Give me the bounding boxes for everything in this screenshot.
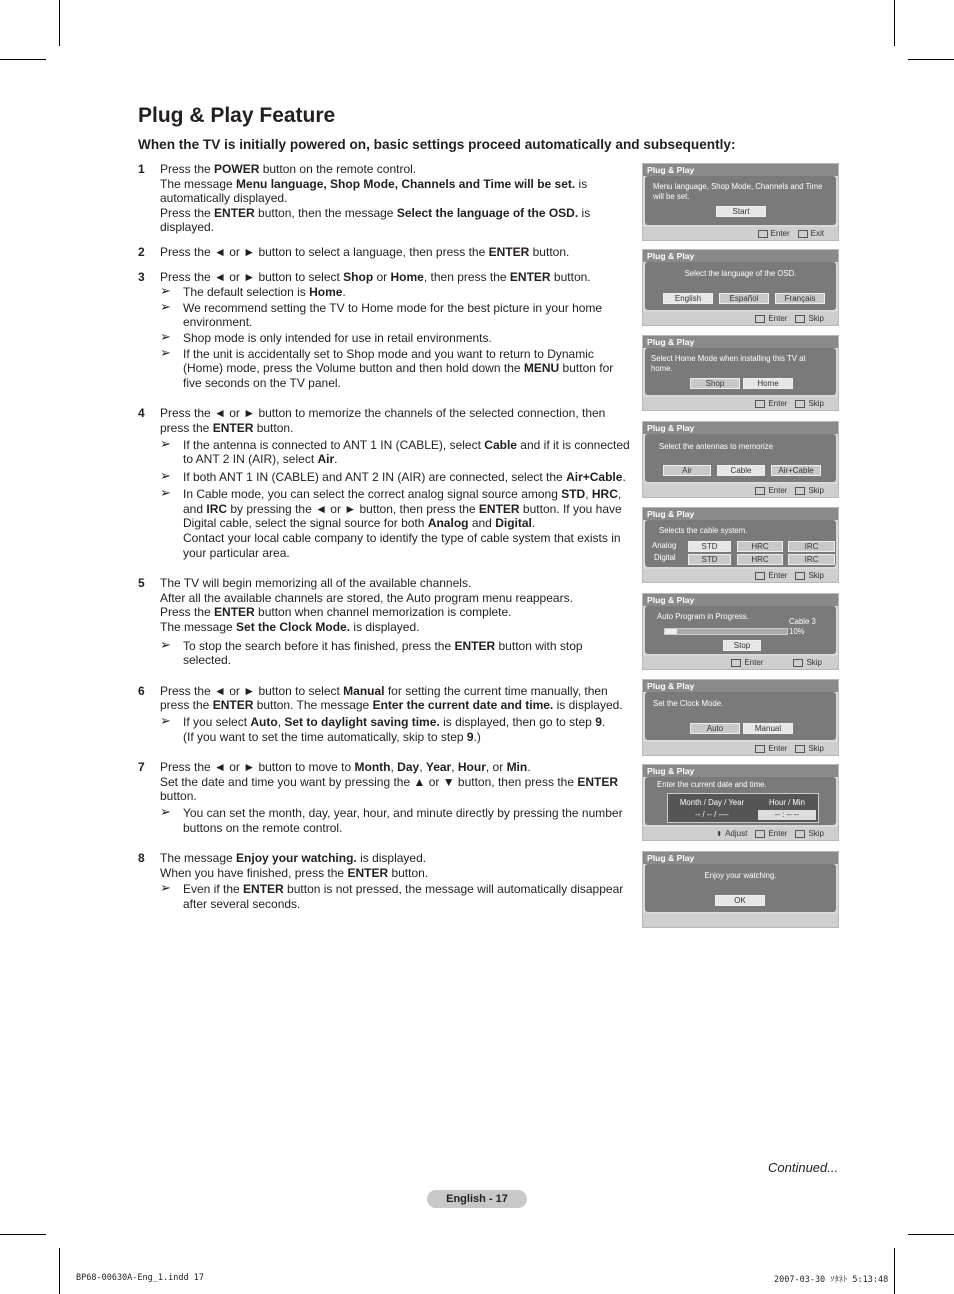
time-column-header: Hour / Min [769, 798, 805, 807]
skip-icon [795, 745, 805, 753]
option-air-cable[interactable]: Air+Cable [771, 465, 821, 476]
option-auto[interactable]: Auto [690, 723, 740, 734]
osd-footer: Enter Skip [643, 742, 838, 755]
osd-header: Plug & Play [643, 336, 838, 348]
step-6: 6 Press the ◄ or ► button to select Manual for setting the current time manually, then press the ENTER button. The message Enter the current date and time. is displayed. ➢ If you select Auto, Set to daylight saving time. is displayed, then go to step 9. (If you want to set the time automatically, skip to step 9.) [138, 684, 630, 744]
enter-icon [758, 230, 768, 238]
osd-panel-clock-mode [642, 679, 839, 756]
osd-panel-date-time [642, 764, 839, 841]
osd-message: Select Home Mode when installing this TV at home. [651, 354, 806, 373]
option-cable[interactable]: Cable [717, 465, 765, 476]
osd-header: Plug & Play [643, 422, 838, 434]
analog-irc[interactable]: IRC [788, 541, 835, 552]
step-3: 3 Press the ◄ or ► button to select Shop or Home, then press the ENTER button. ➢ The default selection is Home. ➢ We recommend setting the TV to Home mode for the best picture in your home environment. ➢ Shop mode is only intended for use in retail environments. ➢ If the unit is accidentally set to Shop mode and you want to return to Dynamic (Home) mode, press the Volume button and then hold down the MENU button for five seconds on the TV panel. [138, 270, 630, 391]
step-number: 2 [138, 244, 145, 259]
note-arrow-icon: ➢ [160, 636, 171, 652]
osd-body [645, 777, 836, 825]
step-number: 3 [138, 269, 145, 284]
osd-header: Plug & Play [643, 508, 838, 520]
note-arrow-icon: ➢ [160, 713, 171, 728]
exit-icon [798, 230, 808, 238]
osd-message: Selects the cable system. [659, 526, 748, 535]
step-number: 8 [138, 851, 145, 866]
option-espanol[interactable]: Español [719, 293, 769, 304]
progress-fill [665, 629, 677, 634]
osd-body [645, 262, 836, 310]
enter-icon [755, 745, 765, 753]
osd-body [645, 348, 836, 395]
osd-body [645, 692, 836, 740]
note-arrow-icon: ➢ [160, 344, 171, 360]
note: ➢ You can set the month, day, year, hour, and minute directly by pressing the number buttons on the remote control. [160, 803, 623, 835]
osd-footer: Enter Exit [643, 227, 838, 240]
option-air[interactable]: Air [663, 465, 711, 476]
progress-percent: 10% [789, 627, 805, 636]
osd-footer: Enter Skip [643, 569, 838, 582]
skip-icon [795, 572, 805, 580]
note-arrow-icon: ➢ [160, 880, 171, 896]
osd-message: Set the Clock Mode. [653, 699, 724, 708]
osd-body [645, 606, 836, 654]
date-column-header: Month / Day / Year [679, 798, 745, 807]
skip-icon [795, 830, 805, 838]
stop-button[interactable]: Stop [723, 640, 761, 651]
note: ➢ If the antenna is connected to ANT 1 IN (CABLE), select Cable and if it is connected to ANT 2 IN (AIR), select Air. [160, 435, 630, 467]
ok-button[interactable]: OK [715, 895, 765, 906]
crop-mark [894, 0, 895, 46]
time-input[interactable]: -- : -- -- [758, 810, 816, 820]
enter-icon [755, 315, 765, 323]
crop-mark [59, 0, 60, 46]
page-title: Plug & Play Feature [138, 104, 336, 127]
osd-message: Select the language of the OSD. [684, 269, 797, 278]
skip-icon [795, 400, 805, 408]
step-8: 8 The message Enjoy your watching. is displayed. When you have finished, press the ENTER button. ➢ Even if the ENTER button is not pressed, the message will automatically disappear after several seconds. [138, 851, 630, 911]
osd-message: Menu language, Shop Mode, Channels and Time will be set. [653, 182, 823, 201]
channel-label: Cable 3 [789, 617, 816, 626]
option-home[interactable]: Home [743, 378, 793, 389]
date-time-table [667, 793, 819, 823]
note-arrow-icon: ➢ [160, 485, 171, 501]
date-input[interactable]: -- / -- / ---- [695, 810, 729, 819]
crop-mark [0, 1234, 46, 1235]
step-5: 5 The TV will begin memorizing all of the available channels. After all the available channels are stored, the Auto program menu reappears. Press the ENTER button when channel memorization is complete. The message Set the Clock Mode. is displayed. ➢ To stop the search before it has finished, press the ENTER button with stop selected. [138, 576, 630, 668]
page-number-badge: English - 17 [427, 1190, 527, 1208]
note: ➢ If you select Auto, Set to daylight saving time. is displayed, then go to step 9. (If you want to set the time automatically, skip to step 9.) [160, 713, 606, 744]
note: ➢ If both ANT 1 IN (CABLE) and ANT 2 IN (AIR) are connected, select the Air+Cable. [160, 467, 626, 484]
crop-mark [59, 1248, 60, 1294]
osd-panel-language [642, 249, 839, 326]
note: ➢ Even if the ENTER button is not pressed, the message will automatically disappear after several seconds. [160, 880, 624, 911]
step-1: 1 Press the POWER button on the remote control. The message Menu language, Shop Mode, Channels and Time will be set. is automatically displayed. Press the ENTER button, then the message Select the language of the OSD. is displayed. [138, 162, 591, 235]
crop-mark [908, 1234, 954, 1235]
osd-panel-antenna [642, 421, 839, 498]
osd-body [645, 176, 836, 225]
osd-message: Enjoy your watching. [704, 871, 777, 880]
note-arrow-icon: ➢ [160, 328, 171, 344]
note-arrow-icon: ➢ [160, 467, 171, 483]
enter-icon [755, 400, 765, 408]
option-english[interactable]: English [663, 293, 713, 304]
skip-icon [795, 315, 805, 323]
osd-footer [643, 914, 838, 927]
note: ➢ In Cable mode, you can select the correct analog signal source among STD, HRC, and IRC by pressing the ◄ or ► button, then press the ENTER button. If you have Digital cable, select the signal source for both Analog and Digital. Contact your local cable company to identify the type of cable system that exists in your particular area. [160, 485, 622, 560]
analog-label: Analog [652, 541, 677, 550]
osd-header: Plug & Play [643, 852, 838, 864]
steps-list [138, 162, 630, 921]
step-number: 5 [138, 576, 145, 591]
enter-icon [755, 572, 765, 580]
crop-mark [0, 59, 46, 60]
osd-message: Enter the current date and time. [657, 780, 767, 789]
start-button[interactable]: Start [716, 206, 766, 217]
digital-label: Digital [654, 553, 676, 562]
osd-body [645, 434, 836, 482]
analog-hrc[interactable]: HRC [737, 541, 783, 552]
osd-panel-auto-program [642, 593, 839, 670]
enter-icon [755, 487, 765, 495]
print-slug-file: BP68-00630A-Eng_1.indd 17 [76, 1273, 204, 1283]
osd-header: Plug & Play [643, 765, 838, 777]
osd-panel-mode [642, 335, 839, 411]
step-number: 7 [138, 760, 145, 775]
step-number: 6 [138, 683, 145, 698]
print-slug-date: 2007-03-30 ｿﾀﾈﾄ 5:13:48 [774, 1275, 889, 1285]
digital-irc[interactable]: IRC [788, 554, 835, 565]
note: ➢ If the unit is accidentally set to Shop mode and you want to return to Dynamic (Home) mode, press the Volume button and then hold down the MENU button for five seconds on the TV panel. [160, 344, 614, 390]
option-manual[interactable]: Manual [743, 723, 793, 734]
analog-std[interactable]: STD [688, 541, 731, 552]
osd-header: Plug & Play [643, 594, 838, 606]
osd-message: Select the antennas to memorize [659, 442, 773, 451]
osd-panel-enjoy [642, 851, 839, 928]
crop-mark [894, 1248, 895, 1294]
note: ➢ To stop the search before it has finished, press the ENTER button with stop selected. [160, 636, 583, 668]
digital-hrc[interactable]: HRC [737, 554, 783, 565]
step-number: 4 [138, 406, 145, 421]
osd-footer: Enter Skip [643, 656, 838, 669]
crop-mark [908, 59, 954, 60]
osd-panel-start [642, 163, 839, 241]
osd-footer: Enter Skip [643, 484, 838, 497]
note: ➢ Shop mode is only intended for use in retail environments. [160, 328, 492, 345]
page-subtitle: When the TV is initially powered on, basic settings proceed automatically and subsequently: [138, 137, 736, 152]
osd-footer: Enter Skip [643, 312, 838, 325]
note-arrow-icon: ➢ [160, 435, 171, 451]
osd-footer: Enter Skip [643, 397, 838, 410]
option-shop[interactable]: Shop [690, 378, 740, 389]
adjust-icon: ⬍ [716, 831, 723, 838]
osd-header: Plug & Play [643, 680, 838, 692]
note: ➢ The default selection is Home. [160, 283, 346, 300]
step-number: 1 [138, 162, 145, 176]
progress-bar [664, 628, 788, 635]
skip-icon [795, 487, 805, 495]
option-francais[interactable]: Français [775, 293, 825, 304]
note: ➢ We recommend setting the TV to Home mode for the best picture in your home environment. [160, 298, 603, 330]
enter-icon [731, 659, 741, 667]
osd-header: Plug & Play [643, 164, 838, 176]
step-2: 2 Press the ◄ or ► button to select a language, then press the ENTER button. [138, 244, 570, 259]
osd-body [645, 520, 836, 567]
osd-message: Auto Program in Progress. [657, 612, 749, 621]
note-arrow-icon: ➢ [160, 283, 171, 299]
skip-icon [793, 659, 803, 667]
osd-panel-cable-system [642, 507, 839, 583]
step-7: 7 Press the ◄ or ► button to move to Month, Day, Year, Hour, or Min. Set the date and time you want by pressing the ▲ or ▼ button, then press the ENTER button. ➢ You can set the month, day, year, hour, and minute directly by pressing the number buttons on the remote control. [138, 760, 630, 835]
digital-std[interactable]: STD [688, 554, 731, 565]
continued-label: Continued... [768, 1160, 839, 1175]
osd-footer: ⬍ Adjust Enter Skip [643, 827, 838, 840]
enter-icon [755, 830, 765, 838]
note-arrow-icon: ➢ [160, 803, 171, 819]
osd-header: Plug & Play [643, 250, 838, 262]
note-arrow-icon: ➢ [160, 298, 171, 314]
osd-body [645, 864, 836, 912]
step-4: 4 Press the ◄ or ► button to memorize the channels of the selected connection, then press the ENTER button. ➢ If the antenna is connected to ANT 1 IN (CABLE), select Cable and if it is connected to ANT 2 IN (AIR), select Air. ➢ If both ANT 1 IN (CABLE) and ANT 2 IN (AIR) are connected, select the Air+Cable. ➢ In Cable mode, you can select the correct analog signal source among STD, HRC, and IRC by pressing the ◄ or ► button, then press the ENTER button. If you have Digital cable, select the signal source for both Analog and Digital. Contact your local cable company to identify the type of cable system that exists in your particular area. [138, 406, 630, 560]
